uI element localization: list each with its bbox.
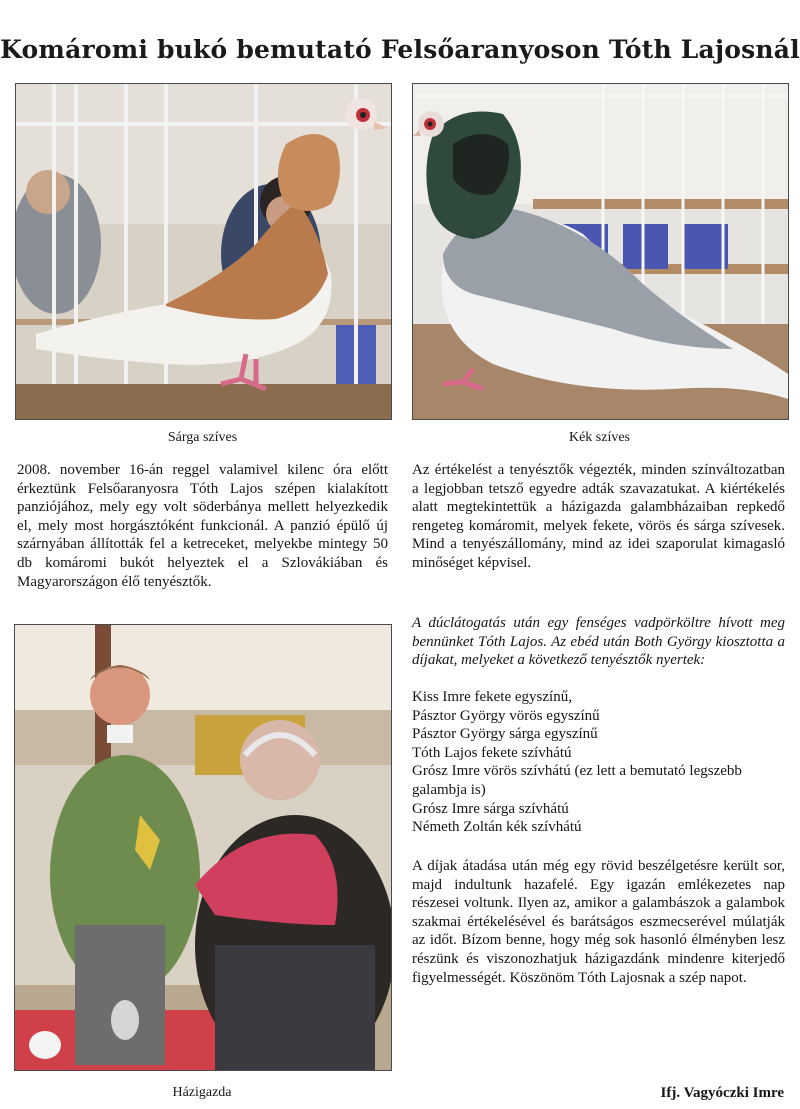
caption-host: Házigazda	[172, 1085, 232, 1100]
winner-item: Tóth Lajos fekete szívhátú	[412, 744, 572, 761]
winners-list-container	[412, 688, 785, 837]
blue-pigeon-photo	[412, 83, 789, 420]
visit-italic-paragraph: A dúclátogatás után egy fenséges vadpörköltre hívott meg bennünket Tóth Lajos. Az ebéd után Both György kiosztotta a díjakat, melyeket a következő tenyésztők nyertek:	[412, 615, 785, 669]
winner-item: Grósz Imre vörös szívhátú (ez lett a bemutató legszebb galambja is)	[412, 763, 742, 798]
winner-item: Németh Zoltán kék szívhátú	[412, 819, 582, 836]
winner-item: Kiss Imre fekete egyszínű,	[412, 689, 572, 705]
intro-paragraph: 2008. november 16-án reggel valamivel kilenc óra előtt érkeztünk Felsőaranyosra Tóth Lajos szépen kialakított panziójához, mely egy volt söderbánya mellett helyezkedik el, mely most horgásztóként funkcionál. A panzió épülő új szárnyában állították fel a ketreceket, melyekbe mintegy 50 db komáromi bukót helyeztek el a Szlovákiában és Magyarországon élő tenyésztők.	[17, 462, 388, 590]
winner-item: Pásztor György sárga egyszínű	[412, 726, 598, 743]
blue-pigeon-illustration	[413, 84, 788, 419]
winners-list	[412, 688, 785, 837]
yellow-pigeon-illustration	[16, 84, 391, 419]
winner-item: Grósz Imre sárga szívhátú	[412, 800, 569, 817]
closing-paragraph: A díjak átadása után még egy rövid beszélgetésre került sor, majd indultunk hazafelé. Egy igazán emlékezetes nap részesei voltunk. Ilyen az, amikor a galambászok a galambok szakmai értékelésével és barátságos eszmecserével múlatják az időt. Bízom benne, hogy még sok hasonló élményben lesz részünk és viszonozhatjuk házigazdánk mindenre kiterjedő figyelmességét. Köszönöm Tóth Lajosnak a szép napot.	[412, 858, 785, 986]
host-illustration	[15, 625, 391, 1070]
caption-yellow-pigeon: Sárga szíves	[167, 430, 238, 445]
article-title: Komáromi bukó bemutató Felsőaranyoson Tóth Lajosnál	[0, 34, 800, 64]
evaluation-paragraph: Az értékelést a tenyésztők végezték, minden színváltozatban a legjobban tetsző egyedre adták szavazatukat. A kiértékelés alatt megtekintettük a házigazda galambházaiban repkedő rengeteg komáromit, melyek fekete, vörös és sárga szívesek. Mind a tenyészállomány, mind az idei szaporulat kimagasló minőséget képvisel.	[412, 462, 785, 571]
host-photo	[14, 624, 392, 1071]
caption-blue-pigeon: Kék szíves	[568, 430, 631, 445]
author-name: Ifj. Vagyóczki Imre	[660, 1085, 784, 1101]
yellow-pigeon-photo	[15, 83, 392, 420]
winner-item: Pásztor György vörös egyszínű	[412, 707, 600, 724]
